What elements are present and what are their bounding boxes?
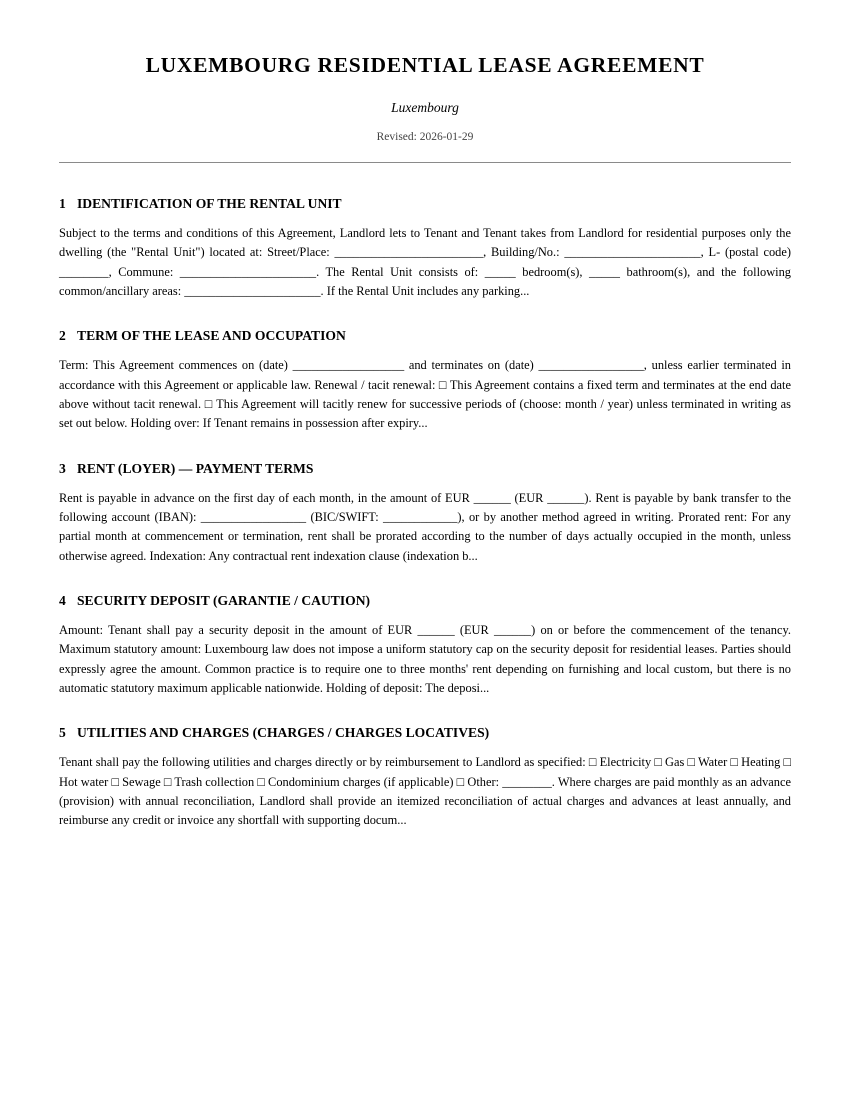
section-heading (59, 461, 791, 478)
section-heading-text: SECURITY DEPOSIT (GARANTIE / CAUTION) (77, 592, 371, 608)
section-heading (59, 328, 791, 345)
section-heading (59, 196, 791, 213)
section-security-deposit (59, 593, 791, 698)
section-utilities-and-charges (59, 725, 791, 830)
section-rent-payment-terms (59, 461, 791, 566)
section-number: 4 (59, 592, 66, 608)
section-term-of-the-lease-and-occupation (59, 328, 791, 433)
section-body: Subject to the terms and conditions of this Agreement, Landlord lets to Tenant and Tenant takes from Landlord for residential purposes only the dwelling (the "Rental Unit") located at: Street/Place: ________________________, Building/No.: ______________________, L- (postal code) ________, Commune: ______________________. The Rental Unit consists of: _____ bedroom(s), _____ bathroom(s), and the following common/ancillary areas: ______________________. If the Rental Unit includes any parking... (59, 225, 791, 298)
section-body: Amount: Tenant shall pay a security deposit in the amount of EUR ______ (EUR ______) on or before the commencement of the tenancy. Maximum statutory amount: Luxembourg law does not impose a uniform statutory cap on the security deposit for residential leases. Parties should expressly agree the amount. Common practice is to require one to three months' rent depending on furnishing and local custom, but there is no automatic statutory maximum applicable nationwide. Holding of deposit: The deposi... (59, 622, 791, 695)
section-number: 3 (59, 460, 66, 476)
section-heading-text: TERM OF THE LEASE AND OCCUPATION (77, 328, 346, 344)
section-heading-text: UTILITIES AND CHARGES (CHARGES / CHARGES LOCATIVES) (77, 725, 490, 741)
section-identification-of-the-rental-unit (59, 196, 791, 301)
section-number: 1 (59, 195, 66, 211)
section-heading-text: RENT (LOYER) — PAYMENT TERMS (77, 460, 314, 476)
section-body: Tenant shall pay the following utilities and charges directly or by reimbursement to Landlord as specified: □ Electricity □ Gas □ Water □ Heating □ Hot water □ Sewage □ Trash collection □ Condominium charges (if applicable) □ Other: ________. Where charges are paid monthly as an advance (provision) with annual reconciliation, Landlord shall provide an itemized reconciliation of actual charges and advances at least annually, and reimburse any credit or invoice any shortfall with supporting docum... (59, 755, 791, 828)
header-divider (59, 162, 791, 163)
section-body: Rent is payable in advance on the first day of each month, in the amount of EUR ______ (EUR ______). Rent is payable by bank transfer to the following account (IBAN): _________________ (BIC/SWIFT: ____________), or by another method agreed in writing. Prorated rent: For any partial month at commencement or termination, rent shall be prorated according to the number of days actually occupied in the month, unless otherwise agreed. Indexation: Any contractual rent indexation clause (indexation b... (59, 490, 791, 563)
section-heading-text: IDENTIFICATION OF THE RENTAL UNIT (77, 195, 342, 211)
document-revised-date: Revised: 2026-01-29 (376, 131, 474, 144)
page-title: LUXEMBOURG RESIDENTIAL LEASE AGREEMENT (145, 53, 705, 77)
section-heading (59, 593, 791, 610)
document-subtitle: Luxembourg (391, 99, 459, 115)
section-number: 2 (59, 328, 66, 344)
section-number: 5 (59, 725, 66, 741)
section-body: Term: This Agreement commences on (date) __________________ and terminates on (date) _________________, unless earlier terminated in accordance with this Agreement or applicable law. Renewal / tacit renewal: □ This Agreement contains a fixed term and terminates at the end date above without tacit renewal. □ This Agreement will tacitly renew for successive periods of (choose: month / year) unless terminated in writing as set out below. Holding over: If Tenant remains in possession after expiry... (59, 358, 791, 431)
section-heading (59, 725, 791, 742)
